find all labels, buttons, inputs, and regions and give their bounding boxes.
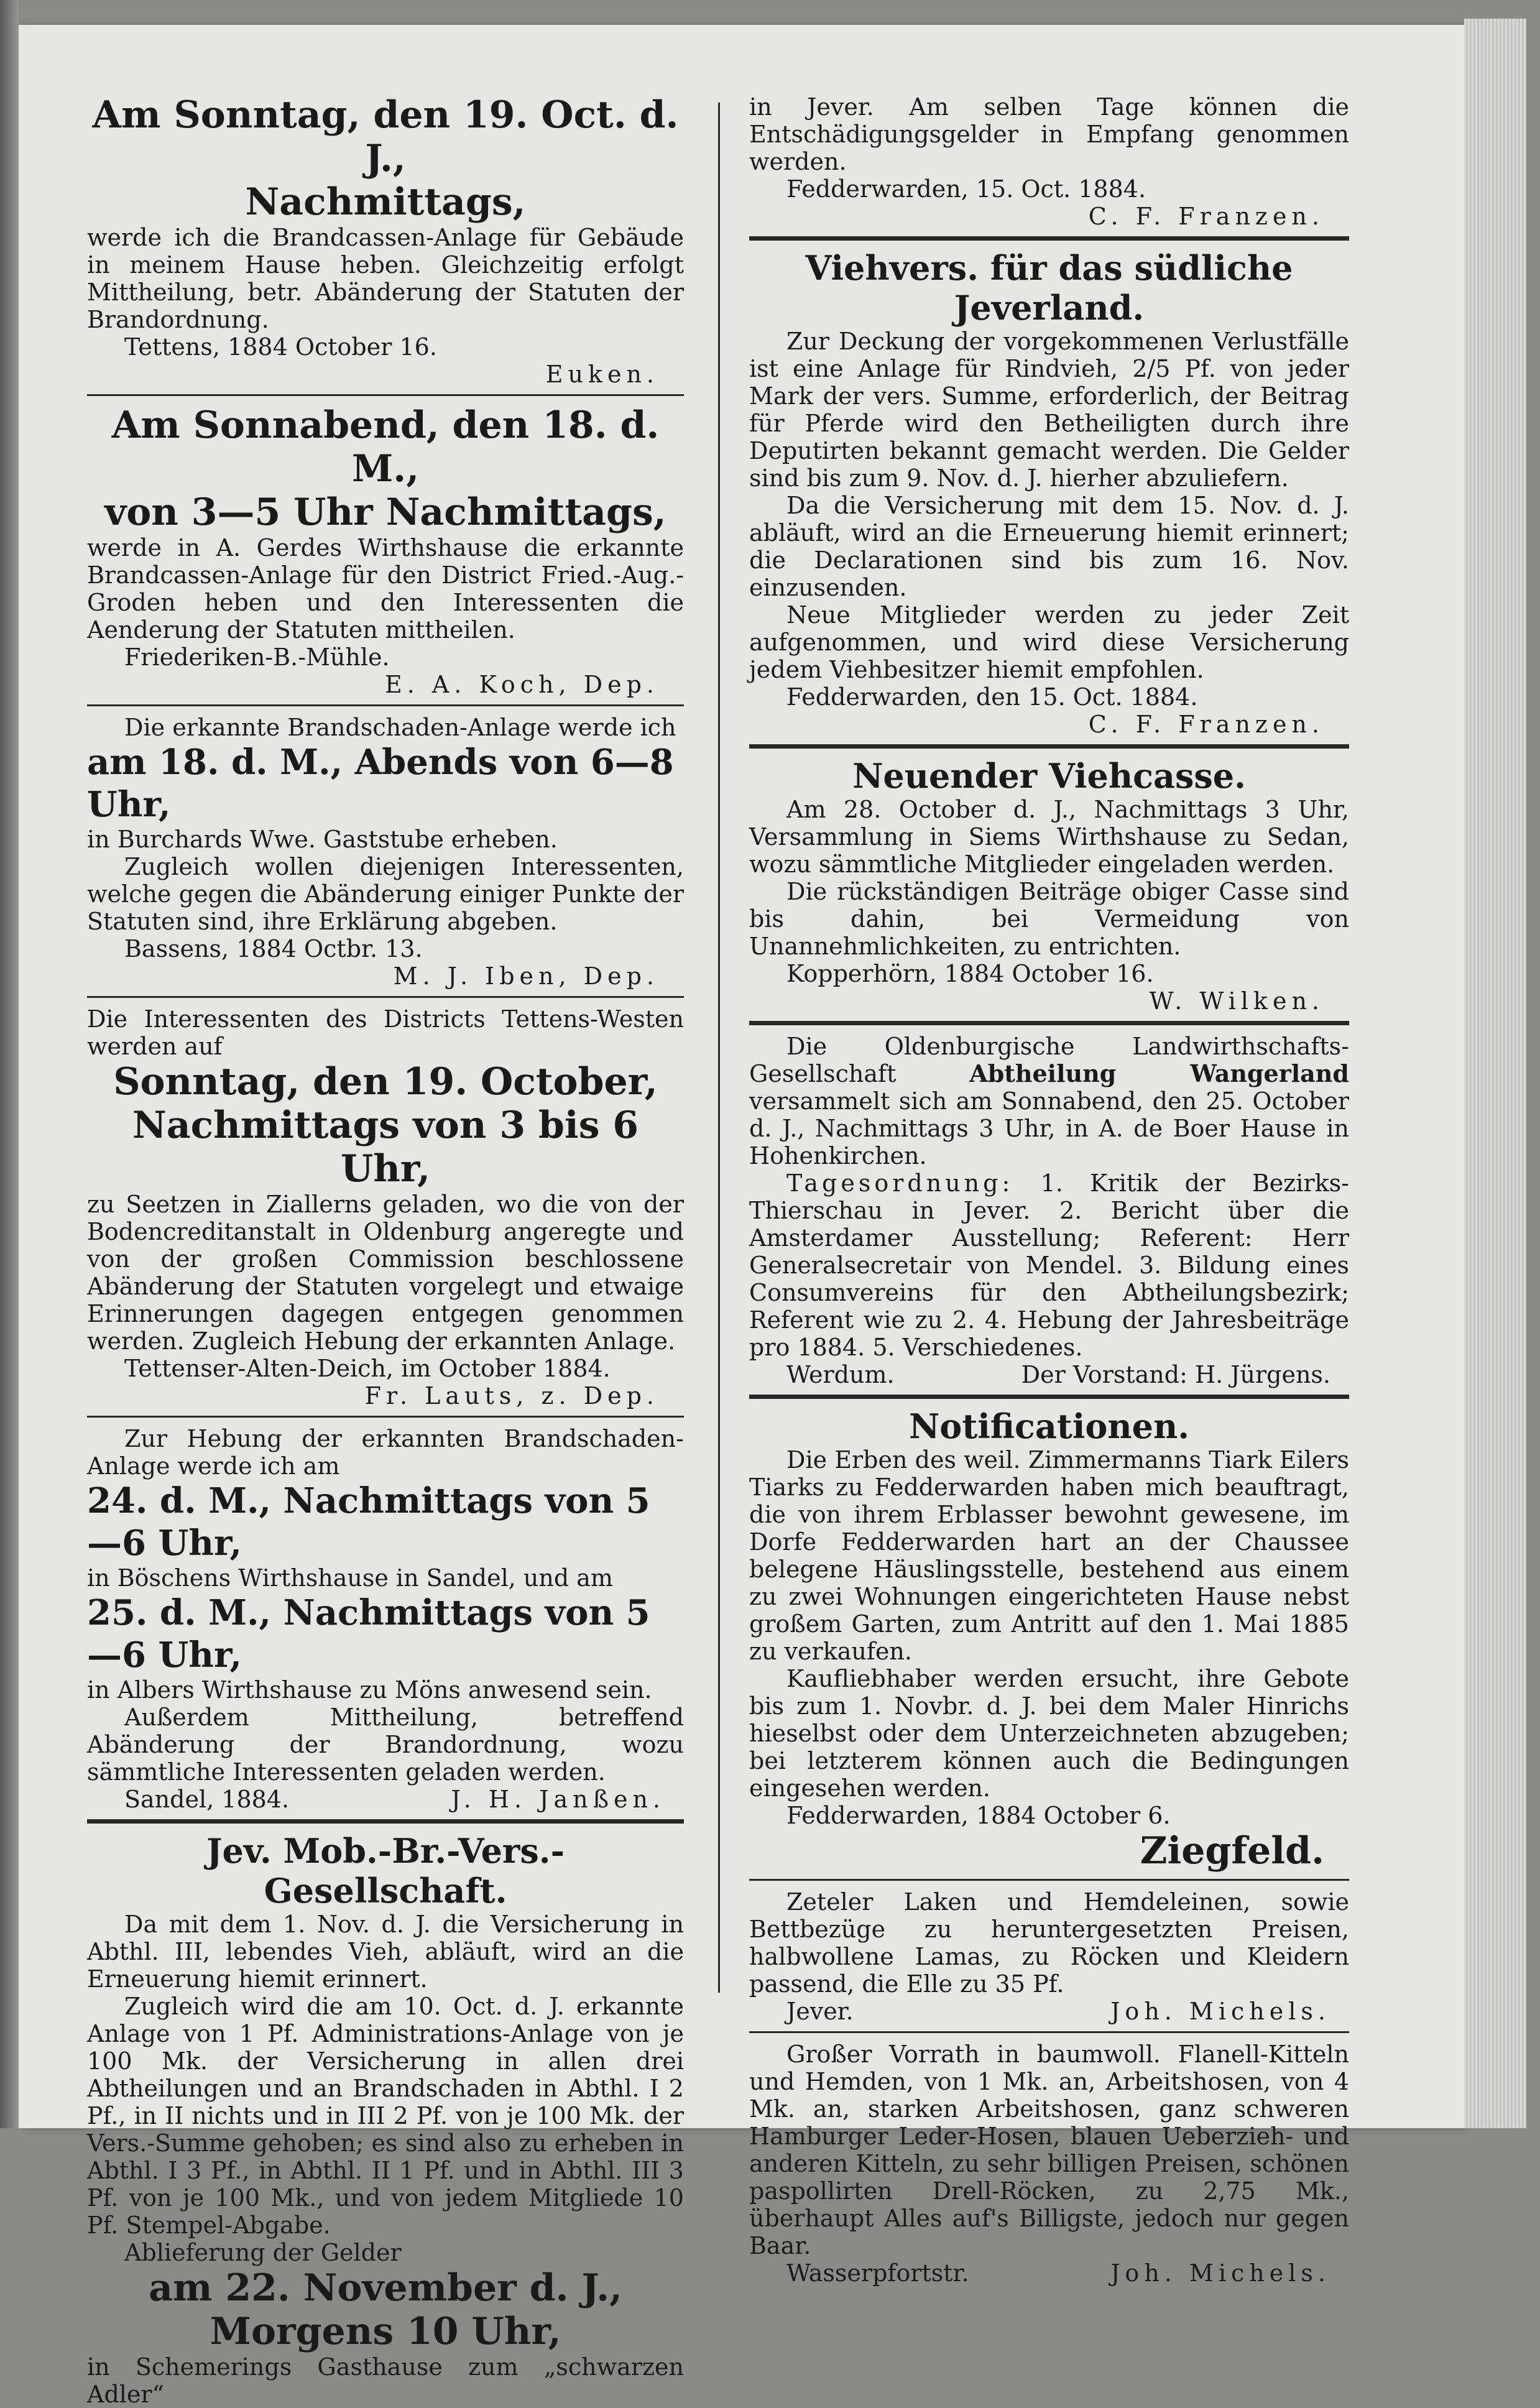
notice-heading: 25. d. M., Nachmittags von 5—6 Uhr, [87,1592,650,1676]
notice-heading: am 22. November d. J., [149,2266,622,2310]
divider [749,236,1349,241]
notice-euken [87,93,684,388]
notice-footer [749,2259,1349,2287]
notice-body: in Albers Wirthshause zu Möns anwesend sein. [87,1676,652,1704]
divider [87,394,684,396]
divider [87,1416,684,1418]
notice-body: Zugleich wird die am 10. Oct. d. J. erkannte Anlage von 1 Pf. Administrations-Anlage von je 100 Mk. der Versicherung in allen drei Abtheilungen und an Brandschaden in Abthl. I 2 Pf., in II nichts und in III 2 Pf. von je 100 Mk. der Vers.-Summe gehoben; es sind also zu erheben in Abthl. I 3 Pf., in Abthl. II 1 Pf. und in Abthl. III 3 Pf. von je 100 Mk., und von jedem Mitgliede 10 Pf. Stempel-Abgabe. [87,1993,684,2239]
notice-footer [749,1998,1349,2025]
notice-body: Zugleich wollen diejenigen Interessenten, welche gegen die Abänderung einiger Punkte der Statuten sind, ihre Erklärung abgeben. [87,853,684,935]
agenda-items: 1. Kritik der Bezirks-Thierschau in Jever. 2. Bericht über die Amsterdamer Ausstellung; Referent: Herr Generalsecretair von Mendel. 3. Bildung eines Consumvereins für den Abtheilungsbezirk; Referent wie zu 2. 4. Hebung der Jahresbeiträge pro 1884. 5. Verschiedenes. [749,1169,1349,1361]
notice-place-date: Fedderwarden, 1884 October 6. [786,1802,1171,1829]
notice-place-date: Fedderwarden, den 15. Oct. 1884. [786,683,1198,711]
notice-janssen [87,1425,684,1813]
notice-signature: W. Wilken. [1149,987,1324,1015]
notice-signature: Euken. [545,361,659,388]
notice-heading: Nachmittags, [245,180,526,224]
notice-viehversicherung [749,248,1349,738]
notice-signature: Joh. Michels. [1110,2259,1330,2287]
divider [749,1879,1349,1881]
notice-footer [749,1361,1349,1388]
notice-neuender-viehcasse [749,756,1349,1015]
notice-michels-laken [749,1888,1349,2025]
notice-body: in Schemerings Gasthause zum „schwarzen Adler“ [87,2353,684,2408]
notice-notificationen [749,1406,1349,1873]
notice-heading: Nachmittags von 3 bis 6 Uhr, [132,1104,639,1191]
notice-michels-kitteln [749,2041,1349,2287]
notice-place-date: Kopperhörn, 1884 October 16. [786,960,1154,987]
notice-place-date: Werdum. [786,1361,895,1388]
notice-signature: Der Vorstand: H. Jürgens. [1021,1361,1330,1388]
notice-signature: Joh. Michels. [1110,1998,1330,2025]
notice-body: Die rückständigen Beiträge obiger Casse sind bis dahin, bei Vermeidung von Unannehmlichkeiten, zu entrichten. [749,878,1349,960]
notice-body: werde ich die Brandcassen-Anlage für Gebäude in meinem Hause heben. Gleichzeitig erfolgt Mittheilung, betr. Abänderung der Statuten der Brandordnung. [87,224,684,333]
notice-intro: Die erkannte Brandschaden-Anlage werde ich [124,714,676,741]
notice-mobiliar-brandversicherung [87,1831,684,2408]
notice-heading: Am Sonntag, den 19. Oct. d. J., [92,93,679,180]
notice-signature: C. F. Franzen. [1088,203,1324,230]
notice-signature: C. F. Franzen. [1088,711,1324,738]
divider [749,1021,1349,1025]
notice-place-date: Bassens, 1884 Octbr. 13. [124,935,423,962]
book-spine [0,0,19,2128]
notice-body: Zeteler Laken und Hemdeleinen, sowie Bettbezüge zu heruntergesetzten Preisen, halbwollene Lamas, zu Röcken und Kleidern passend, die Elle zu 35 Pf. [749,1888,1349,1998]
notice-body-lead: Die Oldenburgische Landwirthschafts-Gesellschaft [749,1033,1349,1087]
notice-body: in Böschens Wirthshause in Sandel, und am [87,1564,613,1592]
divider [87,1819,684,1824]
divider [749,744,1349,749]
notice-place-date: Tettenser-Alten-Deich, im October 1884. [124,1355,611,1382]
notice-body: Zur Deckung der vorgekommenen Verlustfälle ist eine Anlage für Rindvieh, 2/5 Pf. von jeder Mark der vers. Summe, erforderlich, der Beitrag für Pferde wird den Betheiligten durch ihre Deputirten bekannt gemacht werden. Die Gelder sind bis zum 9. Nov. d. J. hierher abzuliefern. [749,328,1349,492]
notice-body: Am 28. October d. J., Nachmittags 3 Uhr, Versammlung in Siems Wirthshause zu Sedan, wozu sämmtliche Mitglieder eingeladen werden. [749,796,1349,878]
notice-continuation [749,93,1349,230]
notice-signature: M. J. Iben, Dep. [393,962,659,990]
notice-body-emphasis: Abtheilung Wangerland [969,1059,1349,1087]
notice-signature: J. H. Janßen. [451,1786,665,1813]
notice-place-date: Fedderwarden, 15. Oct. 1884. [786,175,1146,203]
notice-heading: Neuender Viehcasse. [852,756,1246,796]
column-divider [718,103,720,1993]
notice-body: Großer Vorrath in baumwoll. Flanell-Kitteln und Hemden, von 1 Mk. an, Arbeitshosen, von 4 Mk. an, starken Arbeitshosen, ganz schweren Hamburger Leder-Hosen, blauen Ueberzieh- und anderen Kitteln, zu sehr billigen Preisen, schönen paspollirten Drell-Röcken, zu 2,75 Mk., überhaupt Alles auf's Billigste, jedoch nur gegen Baar. [749,2041,1349,2259]
notice-body: in Burchards Wwe. Gaststube erheben. [87,826,558,853]
notice-heading: Jev. Mob.-Br.-Vers.-Gesellschaft. [206,1831,565,1911]
notice-body: Neue Mitglieder werden zu jeder Zeit aufgenommen, und wird diese Versicherung jedem Viehbesitzer hiemit empfohlen. [749,601,1349,683]
notice-signature: Fr. Lauts, z. Dep. [364,1382,659,1409]
notice-body: Die Erben des weil. Zimmermanns Tiark Eilers Tiarks zu Fedderwarden haben mich beauftragt, die von ihrem Erblasser bewohnt gewesene, im Dorfe Fedderwarden hart an der Chaussee belegene Häuslingsstelle, bestehend aus einem zu zwei Wohnungen eingerichteten Hause nebst großem Garten, zum Antritt auf den 1. Mai 1885 zu verkaufen. [749,1446,1349,1665]
notice-intro: Zur Hebung der erkannten Brandschaden-Anlage werde ich am [87,1425,684,1480]
divider [87,996,684,998]
notice-heading: von 3—5 Uhr Nachmittags, [104,491,666,534]
notice-heading: 24. d. M., Nachmittags von 5—6 Uhr, [87,1480,650,1564]
notice-heading: Viehvers. für das südliche Jeverland. [805,248,1293,328]
notice-body: Kaufliebhaber werden ersucht, ihre Gebote bis zum 1. Novbr. d. J. bei dem Maler Hinrichs hieselbst oder dem Unterzeichneten abzugeben; bei letzterem können auch die Bedingungen eingesehen werden. [749,1665,1349,1802]
notice-signature: Ziegfeld. [1140,1829,1324,1873]
notice-body: zu Seetzen in Ziallerns geladen, wo die von der Bodencreditanstalt in Oldenburg angeregte und von der großen Commission beschlossene Abänderung der Statuten vorgelegt und etwaige Erinnerungen dagegen entgegen genommen werden. Zugleich Hebung der erkannten Anlage. [87,1191,684,1355]
right-column [749,93,1349,2287]
notice-agenda [749,1169,1349,1361]
notice-place-date: Jever. [786,1998,854,2025]
notice-body: werde in A. Gerdes Wirthshause die erkannte Brandcassen-Anlage für den District Fried.-Aug.-Groden heben und den Interessenten die Aenderung der Statuten mittheilen. [87,534,684,644]
notice-body-rest: versammelt sich am Sonnabend, den 25. October d. J., Nachmittags 3 Uhr, in A. de Boer Hause in Hohenkirchen. [749,1087,1349,1169]
notice-heading: Am Sonnabend, den 18. d. M., [111,404,660,491]
notice-heading: Notificationen. [908,1406,1190,1446]
notice-place-date: Tettens, 1884 October 16. [124,333,437,361]
page-edges [1464,19,1526,2128]
notice-lauts [87,1005,684,1409]
notice-body: Da die Versicherung mit dem 15. Nov. d. J. abläuft, wird an die Erneuerung hiemit erinnert; die Declarationen sind bis zum 16. Nov. einzusenden. [749,492,1349,601]
notice-koch [87,404,684,698]
divider [749,1395,1349,1399]
agenda-label: Tagesordnung: [786,1169,1014,1197]
notice-intro: Die Interessenten des Districts Tettens-Westen werden auf [87,1005,684,1060]
notice-iben [87,714,684,990]
notice-body: Da mit dem 1. Nov. d. J. die Versicherung in Abthl. III, lebendes Vieh, abläuft, wird an die Erneuerung hiemit erinnert. [87,1911,684,1993]
notice-body: Ablieferung der Gelder [124,2239,402,2266]
notice-body [749,1033,1349,1169]
notice-place-date: Friederiken-B.-Mühle. [124,644,390,671]
notice-landwirthschafts-gesellschaft [749,1033,1349,1388]
left-column [87,93,684,2408]
notice-signature: E. A. Koch, Dep. [384,671,659,698]
notice-heading: Morgens 10 Uhr, [210,2310,561,2353]
notice-place-date: Wasserpfortstr. [786,2259,969,2287]
notice-place-date: Sandel, 1884. [124,1786,290,1813]
notice-footer [87,1786,684,1813]
notice-body: in Jever. Am selben Tage können die Entschädigungsgelder in Empfang genommen werden. [749,93,1349,175]
notice-heading: Sonntag, den 19. October, [113,1060,658,1104]
divider [87,704,684,706]
notice-body: Außerdem Mittheilung, betreffend Abänderung der Brandordnung, wozu sämmtliche Interessenten geladen werden. [87,1704,684,1786]
divider [749,2031,1349,2033]
notice-heading: am 18. d. M., Abends von 6—8 Uhr, [87,742,674,825]
